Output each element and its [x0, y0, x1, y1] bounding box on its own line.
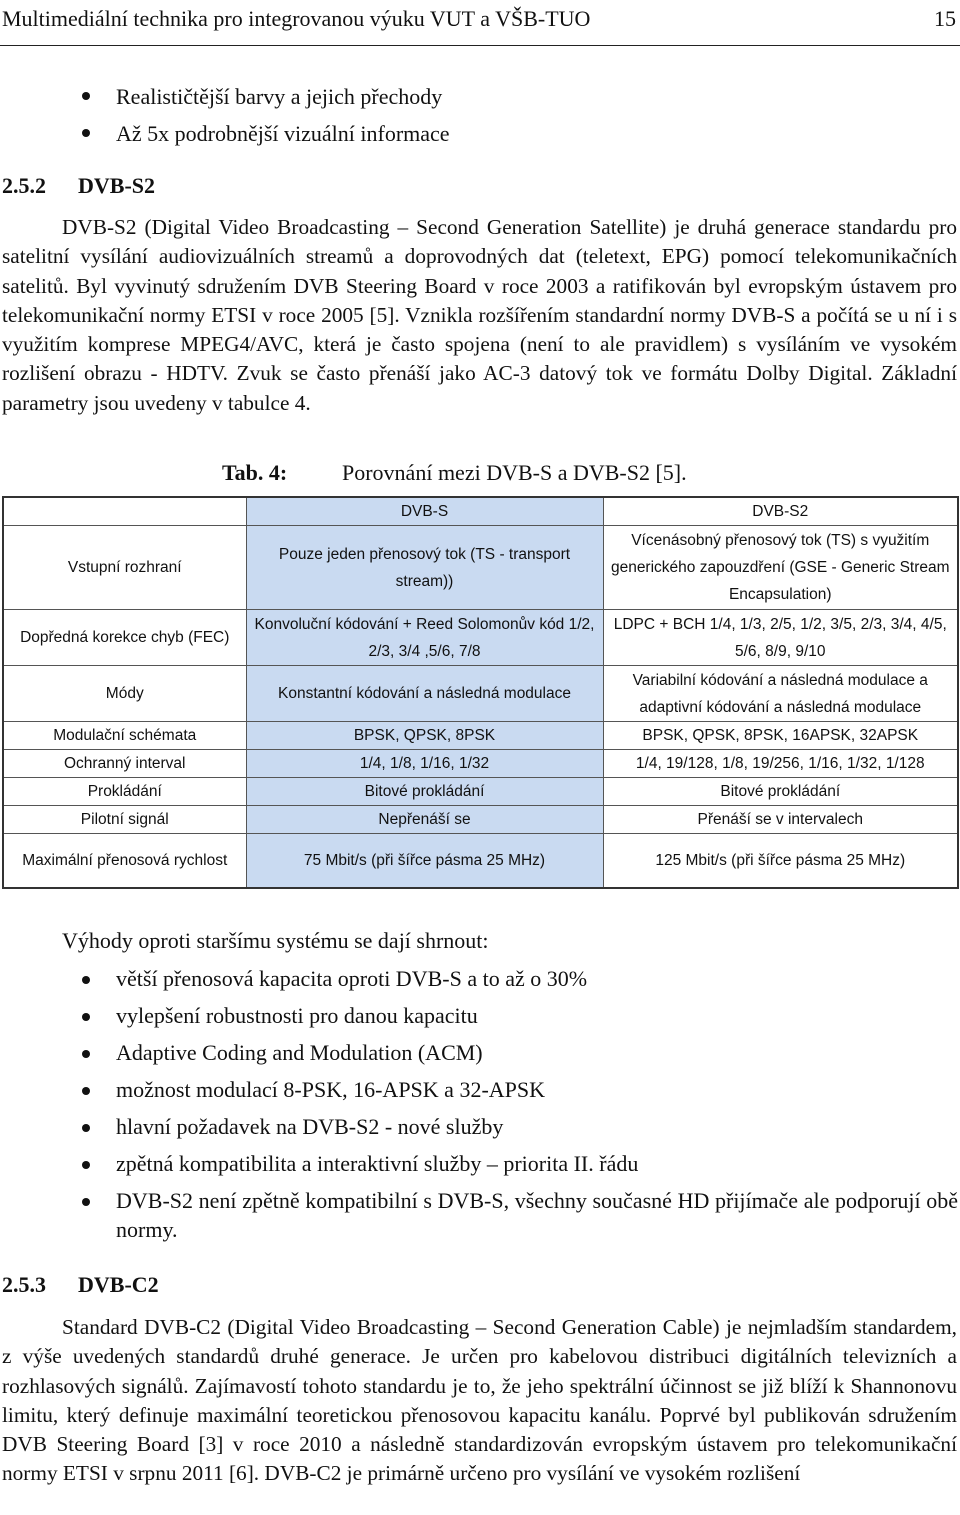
dvb-s2-paragraph [2, 213, 957, 418]
dvb-s-cell: Bitové prokládání [246, 778, 603, 806]
param-cell: Prokládání [3, 778, 246, 806]
table-caption [222, 458, 687, 488]
list-item: hlavní požadavek na DVB-S2 - nové služby [0, 1108, 960, 1145]
page-header [0, 2, 960, 46]
table-row [3, 610, 958, 666]
list-item: větší přenosová kapacita oproti DVB-S a to až o 30% [0, 960, 960, 997]
paragraph-text: DVB-S2 (Digital Video Broadcasting – Second Generation Satellite) je druhá generace standardu pro satelitní vysílání audiovizuálních streamů a doprovodných dat (teletext, EPG) pomocí telekomunikačních satelitů. Byl vyvinutý sdružením DVB Steering Board v roce 2003 a ratifikován byl evropským ústavem pro telekomunikační normy ETSI v roce 2005 [5]. Vznikla rozšířením standardní normy DVB-S a počítá se u ní i s využitím komprese MPEG4/AVC, která je často spojena (není to ale pravidlem) s vysíláním ve vysokém rozlišení obrazu - HDTV. Zvuk se často přenáší jako AC-3 datový tok ve formátu Dolby Digital. Základní parametry jsou uvedeny v tabulce 4. [2, 215, 957, 415]
section-number: 2.5.3 [2, 1272, 46, 1297]
table-header-row [3, 497, 958, 526]
dvb-s2-cell: LDPC + BCH 1/4, 1/3, 2/5, 1/2, 3/5, 2/3, 3/4, 4/5, 5/6, 8/9, 9/10 [603, 610, 958, 666]
dvb-s-cell: 75 Mbit/s (při šířce pásma 25 MHz) [246, 834, 603, 888]
param-cell: Pilotní signál [3, 806, 246, 834]
table-row [3, 806, 958, 834]
advantages-list [0, 960, 960, 1248]
param-cell: Ochranný interval [3, 750, 246, 778]
param-cell: Vstupní rozhraní [3, 526, 246, 610]
dvb-s2-cell: Variabilní kódování a následná modulace a adaptivní kódování a následná modulace [603, 666, 958, 722]
param-cell: Modulační schémata [3, 722, 246, 750]
table-row [3, 526, 958, 610]
dvb-s2-cell: 125 Mbit/s (při šířce pásma 25 MHz) [603, 834, 958, 888]
dvb-s2-cell: Přenáší se v intervalech [603, 806, 958, 834]
table-row [3, 750, 958, 778]
section-number: 2.5.2 [2, 173, 46, 198]
section-heading-dvb-c2 [2, 1271, 159, 1299]
list-item: Až 5x podrobnější vizuální informace [0, 115, 960, 152]
section-title: DVB-S2 [78, 173, 156, 198]
dvb-s2-cell: 1/4, 19/128, 1/8, 19/256, 1/16, 1/32, 1/128 [603, 750, 958, 778]
dvb-s2-cell: Vícenásobný přenosový tok (TS) s využitím generického zapouzdření (GSE - Generic Stream Encapsulation) [603, 526, 958, 610]
dvb-c2-paragraph [2, 1313, 957, 1489]
list-item: DVB-S2 není zpětně kompatibilní s DVB-S, všechny současné HD přijímače ale podporují obě normy. [0, 1182, 960, 1248]
dvb-s-cell: BPSK, QPSK, 8PSK [246, 722, 603, 750]
table-row [3, 722, 958, 750]
table-header-cell: DVB-S2 [603, 497, 958, 526]
table-row [3, 834, 958, 888]
dvb-s2-cell: BPSK, QPSK, 8PSK, 16APSK, 32APSK [603, 722, 958, 750]
section-title: DVB-C2 [78, 1272, 159, 1297]
dvb-s-cell: Konvoluční kódování + Reed Solomonův kód 1/2, 2/3, 3/4 ,5/6, 7/8 [246, 610, 603, 666]
caption-text: Porovnání mezi DVB-S a DVB-S2 [5]. [342, 460, 687, 485]
table-header-cell: DVB-S [246, 497, 603, 526]
intro-bullet-list [0, 78, 960, 152]
param-cell: Dopředná korekce chyb (FEC) [3, 610, 246, 666]
dvb-s-cell: 1/4, 1/8, 1/16, 1/32 [246, 750, 603, 778]
table-row [3, 666, 958, 722]
table-header-cell [3, 497, 246, 526]
table-row [3, 778, 958, 806]
param-cell: Maximální přenosová rychlost [3, 834, 246, 888]
param-cell: Módy [3, 666, 246, 722]
page-number: 15 [934, 6, 956, 31]
list-item: Realističtější barvy a jejich přechody [0, 78, 960, 115]
paragraph-text: Standard DVB-C2 (Digital Video Broadcasting – Second Generation Cable) je nejmladším standardem, z výše uvedených standardů druhé generace. Je určen pro kabelovou distribuci digitálních televizních a rozhlasových signálů. Zajímavostí tohoto standardu je to, že jeho spektrální účinnost se již blíží k Shannonovu limitu, který definuje maximální teoretickou přenosovou kapacitu kanálu. Poprvé byl publikován sdružením DVB Steering Board [3] v roce 2010 a následně standardizován evropským ústavem pro telekomunikační normy ETSI v srpnu 2011 [6]. DVB-C2 je primárně určeno pro vysílání ve vysokém rozlišení [2, 1315, 957, 1486]
dvb-s-cell: Nepřenáší se [246, 806, 603, 834]
list-item: zpětná kompatibilita a interaktivní služby – priorita II. řádu [0, 1145, 960, 1182]
dvb-s2-cell: Bitové prokládání [603, 778, 958, 806]
list-item: možnost modulací 8-PSK, 16-APSK a 32-APSK [0, 1071, 960, 1108]
section-heading-dvb-s2 [2, 172, 155, 200]
header-title: Multimediální technika pro integrovanou výuku VUT a VŠB-TUO [2, 6, 591, 31]
dvb-s-cell: Pouze jeden přenosový tok (TS - transport stream)) [246, 526, 603, 610]
list-item: Adaptive Coding and Modulation (ACM) [0, 1034, 960, 1071]
advantages-intro [2, 926, 957, 955]
advantages-intro-text: Výhody oproti staršímu systému se dají shrnout: [62, 928, 489, 953]
comparison-table [2, 496, 959, 889]
dvb-s-cell: Konstantní kódování a následná modulace [246, 666, 603, 722]
list-item: vylepšení robustnosti pro danou kapacitu [0, 997, 960, 1034]
caption-label: Tab. 4: [222, 460, 288, 485]
